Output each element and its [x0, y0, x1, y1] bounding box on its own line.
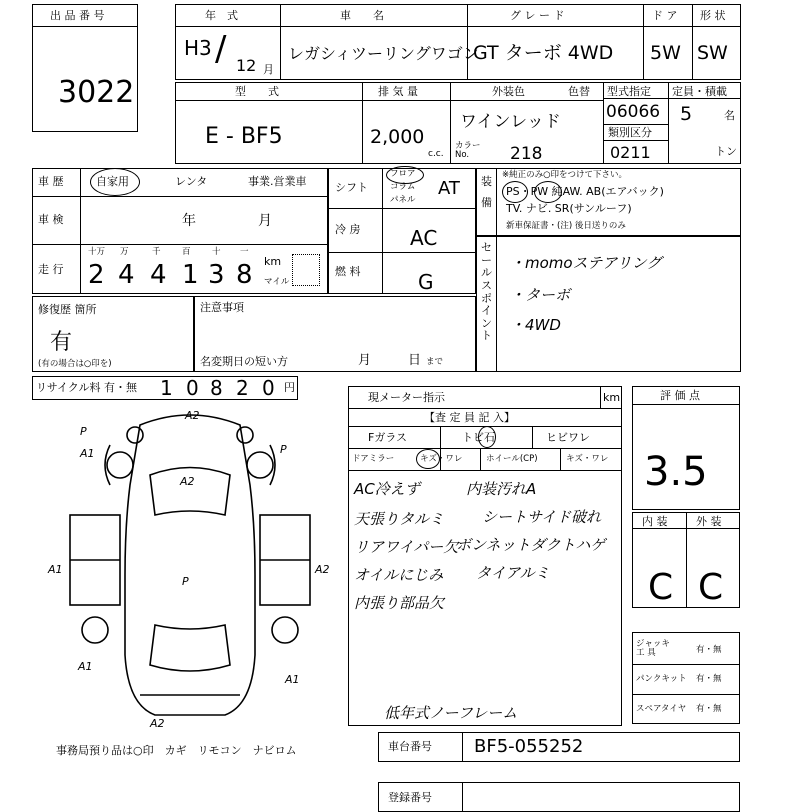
year-label: 年 式 [205, 9, 238, 22]
equipment-label: 装備 [481, 175, 492, 209]
mileage-unit-3: 百 [182, 247, 191, 257]
fuel-label: 燃 料 [335, 265, 361, 278]
diagram-mark-a2-bottom: A2 [150, 717, 165, 730]
capacity-label: 定員・積載 [672, 85, 727, 98]
model-value: E - BF5 [205, 124, 283, 149]
color-code-label: カラー No. [455, 141, 481, 160]
shape-label: 形 状 [700, 9, 726, 22]
comment-10: 低年式ノーフレーム [384, 704, 518, 722]
grade-label: グ レ ー ド [510, 9, 565, 22]
grade-value: GT ターボ 4WD [473, 42, 614, 64]
exterior-label: 外装色 [492, 85, 525, 98]
repair-value: 有 [50, 330, 73, 355]
shift-value: AT [438, 178, 460, 199]
diagram-mark-a2-side-r: A2 [315, 563, 330, 576]
mile-checkbox[interactable] [292, 254, 320, 286]
repair-note: (有の場合は○印を) [38, 359, 112, 369]
month-slash: / [215, 29, 227, 69]
pw-circle [534, 181, 562, 203]
mirror-label: ドアミラー [352, 454, 395, 464]
history-opt-business: 事業.営業車 [248, 175, 307, 188]
diagram-mark-a1-fl: A1 [80, 447, 95, 460]
capacity-unit: 名 [724, 109, 735, 122]
expiry-month: 月 [358, 353, 372, 368]
lot-number: 3022 [58, 75, 135, 110]
history-opt-private: 自家用 [96, 175, 129, 188]
comment-4: シートサイド破れ [482, 508, 601, 526]
score-value: 3.5 [644, 449, 708, 495]
history-label: 車 歴 [38, 175, 64, 188]
door-label: ド ア [652, 9, 678, 22]
diagram-mark-p-left: P [80, 425, 87, 438]
sales-point-3: ・4WD [510, 316, 561, 334]
diagram-mark-a1-rear-r: A1 [285, 673, 300, 686]
spare-label: スペアタイヤ [636, 704, 687, 714]
glass-label: Fガラス [368, 431, 407, 444]
comment-6: ボンネットダクトハゲ [456, 536, 606, 554]
floor-circle [386, 166, 424, 184]
mirror-opts: キズ・ワレ [420, 454, 463, 464]
exterior-label-score: 外 装 [696, 515, 722, 528]
expiry-day: 日 [408, 353, 422, 368]
equipment-note: ※純正のみ○印をつけて下さい。 [502, 170, 628, 180]
sales-point-2: ・ターボ [510, 286, 571, 304]
interior-label: 内 装 [642, 515, 668, 528]
name-label: 車 名 [340, 9, 384, 22]
mileage-digit-4: 3 [208, 260, 225, 290]
class-value: 0211 [610, 143, 651, 162]
private-circle [90, 168, 140, 196]
car-diagram [40, 405, 340, 735]
year-value: H3 [184, 36, 212, 60]
score-label: 評 価 点 [660, 389, 700, 402]
km-label: km [264, 255, 282, 268]
diagram-mark-a2-hood: A2 [180, 475, 195, 488]
mileage-digit-5: 8 [236, 260, 253, 290]
recycle-unit: 円 [284, 381, 295, 394]
name-value: レガシィツーリングワゴン [288, 44, 479, 63]
chip-label: トビ石 [462, 431, 495, 444]
sales-label: セールスポイント [481, 241, 492, 343]
mileage-unit-5: 一 [240, 247, 249, 257]
mileage-digit-0: 2 [88, 260, 105, 290]
door-value: 5W [650, 42, 681, 64]
jack-opts: 有・無 [696, 645, 722, 655]
meter-label: 現メーター指示 [368, 391, 445, 404]
color-no-label: 色替 [568, 85, 590, 98]
inspection-year: 年 [182, 213, 196, 229]
color-code-value: 218 [510, 144, 543, 164]
shift-opt-panel: パネル [390, 195, 416, 205]
inspection-label: 車 検 [38, 213, 64, 226]
shift-opt-floor: フロア [390, 169, 416, 179]
recycle-label: リサイクル料 有・無 [36, 381, 137, 394]
comment-8: タイアルミ [476, 564, 550, 582]
notes-label: 注意事項 [200, 301, 244, 314]
jack-label: ジャッキ工 具 [636, 639, 670, 658]
type-spec-label: 型式指定 [607, 85, 651, 98]
equipment-line2: TV. ナビ. SR(サンルーフ) [506, 202, 632, 215]
diagram-mark-a1-rear-l: A1 [78, 660, 93, 673]
history-opt-rental: レンタ [175, 175, 208, 188]
exterior-value: ワインレッド [460, 112, 561, 132]
ton-unit: トン [715, 145, 737, 158]
ac-value: AC [410, 226, 438, 250]
puncture-label: パンクキット [636, 674, 687, 684]
model-label: 型 式 [235, 85, 279, 98]
equipment-line1: PS・PW 純AW. AB(エアバック) [506, 185, 664, 198]
registration-box [378, 782, 740, 812]
recycle-digit-4: 0 [262, 376, 275, 400]
lot-box [32, 4, 138, 132]
mileage-digit-1: 4 [118, 260, 135, 290]
mileage-unit-0: 十万 [88, 247, 106, 257]
displacement-label: 排 気 量 [378, 85, 418, 98]
comment-5: リアワイパー欠 [354, 538, 459, 556]
chassis-label: 車台番号 [388, 740, 432, 753]
puncture-opts: 有・無 [696, 674, 722, 684]
wheel-opts: キズ・ワレ [566, 454, 609, 464]
mileage-unit-1: 万 [120, 247, 129, 257]
repair-label: 修復歴 箇所 [38, 303, 97, 316]
chip-circle [478, 426, 496, 448]
class-label: 類別区分 [608, 126, 652, 139]
mileage-digit-2: 4 [150, 260, 167, 290]
exterior-value-score: C [698, 567, 724, 608]
lot-label: 出 品 番 号 [50, 9, 105, 22]
month-unit: 月 [263, 63, 274, 76]
meter-unit: km [603, 391, 621, 404]
recycle-digit-2: 8 [210, 376, 223, 400]
month-value: 12 [236, 56, 257, 75]
comment-1: AC冷えず [354, 480, 420, 498]
registration-label: 登録番号 [388, 791, 432, 804]
diagram-footer: 事務局預り品は○印 カギ リモコン ナビロム [56, 744, 297, 757]
inspection-month: 月 [258, 213, 272, 229]
equipment-line3: 新車保証書・(注) 後日送りのみ [506, 221, 626, 231]
recycle-digit-3: 2 [236, 376, 249, 400]
mile-label: マイル [264, 277, 290, 287]
comment-9: 内張り部品欠 [354, 594, 445, 612]
recycle-digit-1: 0 [186, 376, 199, 400]
sales-point-1: ・momoステアリング [510, 254, 662, 272]
recycle-digit-0: 1 [160, 376, 173, 400]
crack-label: ヒビワレ [546, 431, 590, 444]
interior-value: C [648, 567, 674, 608]
displacement-value: 2,000 [370, 126, 425, 148]
mileage-label: 走 行 [38, 263, 64, 276]
ps-circle [502, 181, 528, 203]
type-spec-value: 06066 [606, 102, 661, 122]
displacement-unit: c.c. [428, 149, 444, 159]
shift-opt-column: コラム [390, 182, 416, 192]
diagram-mark-a2-top: A2 [185, 409, 200, 422]
expiry-until: まで [426, 357, 444, 367]
comment-3: 天張りタルミ [354, 510, 445, 528]
mirror-circle [416, 449, 440, 469]
diagram-mark-p-right: P [280, 443, 287, 456]
shift-label: シフト [335, 181, 368, 194]
inspector-label: 【査 定 員 記 入】 [424, 411, 515, 424]
fuel-value: G [418, 270, 434, 294]
chassis-value: BF5-055252 [474, 736, 584, 757]
wheel-label: ホイール(CP) [486, 454, 538, 464]
comment-2: 内装汚れA [466, 480, 537, 498]
diagram-mark-p-roof: P [182, 575, 189, 588]
mileage-unit-2: 千 [152, 247, 161, 257]
expiry-label: 名変期日の短い方 [200, 355, 288, 368]
shape-value: SW [697, 42, 728, 64]
mileage-digit-3: 1 [182, 260, 199, 290]
capacity-value: 5 [680, 103, 693, 125]
ac-label: 冷 房 [335, 223, 361, 236]
mileage-unit-4: 十 [212, 247, 221, 257]
comment-7: オイルにじみ [354, 566, 444, 584]
diagram-mark-a1-side-l: A1 [48, 563, 63, 576]
spare-opts: 有・無 [696, 704, 722, 714]
